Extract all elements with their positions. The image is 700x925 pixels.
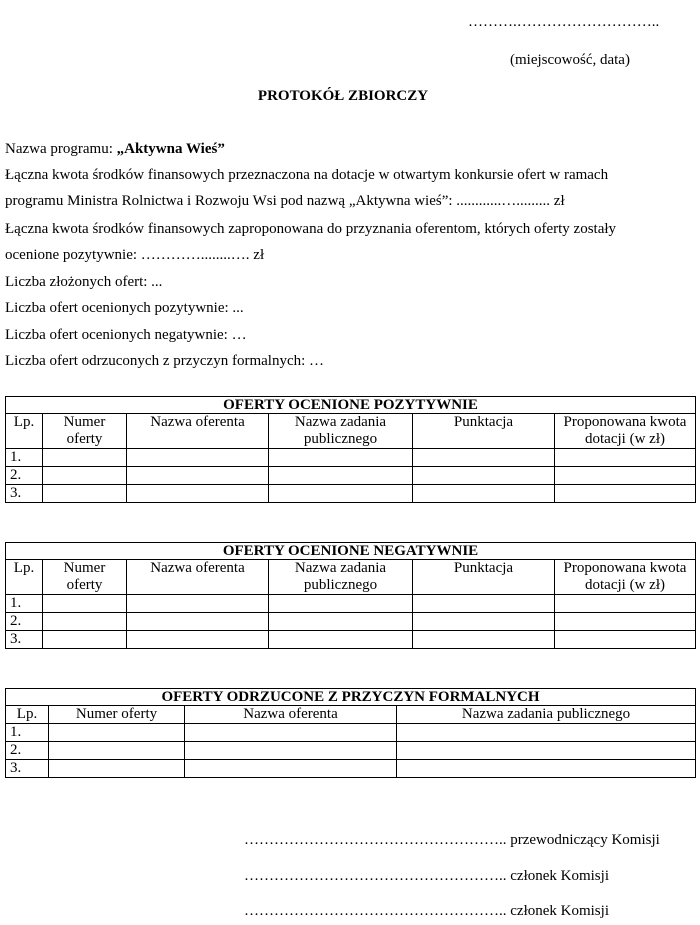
header-lp: Lp.: [6, 706, 49, 724]
header-offerer-name: Nazwa oferenta: [185, 706, 397, 724]
total-funds-line-2: programu Ministra Rolnictwa i Rozwoju Wsi pod nazwą „Aktywna wieś”: ............…......... zł: [5, 193, 565, 209]
header-proposed-amount: Proponowana kwota dotacji (w zł): [555, 414, 696, 449]
table-row: [6, 742, 696, 760]
row-number: 1.: [6, 595, 43, 613]
table-row: [6, 485, 696, 503]
table-row: [6, 449, 696, 467]
row-number: 2.: [6, 613, 43, 631]
header-proposed-amount: Proponowana kwota dotacji (w zł): [555, 560, 696, 595]
header-lp: Lp.: [6, 414, 43, 449]
negative-table-title: OFERTY OCENIONE NEGATYWNIE: [6, 543, 696, 560]
header-score: Punktacja: [413, 414, 555, 449]
header-offerer-name: Nazwa oferenta: [127, 414, 269, 449]
total-funds-line-1: Łączna kwota środków finansowych przeznaczona na dotacje w otwartym konkursie ofert w ramach: [5, 167, 609, 183]
header-task-name: Nazwa zadania publicznego: [397, 706, 696, 724]
header-offer-number: Numer oferty: [43, 414, 127, 449]
count-submitted: Liczba złożonych ofert: ...: [5, 274, 163, 290]
table-row: [6, 760, 696, 778]
signature-member-2: …………………………………………….. członek Komisji: [244, 903, 609, 919]
row-number: 3.: [6, 485, 43, 503]
table-row: [6, 613, 696, 631]
header-lp: Lp.: [6, 560, 43, 595]
positive-offers-table: [5, 396, 696, 503]
header-task-name: Nazwa zadania publicznego: [269, 414, 413, 449]
program-name-prefix: Nazwa programu:: [5, 141, 117, 157]
positive-table-title: OFERTY OCENIONE POZYTYWNIE: [6, 397, 696, 414]
count-positive: Liczba ofert ocenionych pozytywnie: ...: [5, 300, 244, 316]
signature-chair: …………………………………………….. przewodniczący Komisji: [244, 832, 660, 848]
program-name-line: [5, 140, 225, 158]
page-title: PROTOKÓŁ ZBIORCZY: [257, 88, 429, 104]
program-name-value: „Aktywna Wieś”: [116, 141, 225, 157]
table-row: [6, 595, 696, 613]
row-number: 2.: [6, 467, 43, 485]
rejected-offers-table: [5, 688, 696, 778]
count-rejected: Liczba ofert odrzuconych z przyczyn formalnych: …: [5, 353, 325, 369]
proposed-funds-line-2: ocenione pozytywnie: …………........…. zł: [5, 247, 265, 263]
row-number: 3.: [6, 760, 49, 778]
table-row: [6, 467, 696, 485]
header-offer-number: Numer oferty: [43, 560, 127, 595]
header-score: Punktacja: [413, 560, 555, 595]
place-date-dots: ……….………………………..: [468, 14, 660, 30]
row-number: 1.: [6, 724, 49, 742]
row-number: 1.: [6, 449, 43, 467]
proposed-funds-line-1: Łączna kwota środków finansowych zaproponowana do przyznania oferentom, których oferty zostały: [5, 221, 617, 237]
header-task-name: Nazwa zadania publicznego: [269, 560, 413, 595]
header-offer-number: Numer oferty: [49, 706, 185, 724]
signature-member-1: …………………………………………….. członek Komisji: [244, 868, 609, 884]
row-number: 2.: [6, 742, 49, 760]
count-negative: Liczba ofert ocenionych negatywnie: …: [5, 327, 247, 343]
rejected-table-title: OFERTY ODRZUCONE Z PRZYCZYN FORMALNYCH: [6, 689, 696, 706]
table-row: [6, 631, 696, 649]
place-date-label: (miejscowość, data): [510, 52, 630, 68]
header-offerer-name: Nazwa oferenta: [127, 560, 269, 595]
row-number: 3.: [6, 631, 43, 649]
table-row: [6, 724, 696, 742]
negative-offers-table: [5, 542, 696, 649]
